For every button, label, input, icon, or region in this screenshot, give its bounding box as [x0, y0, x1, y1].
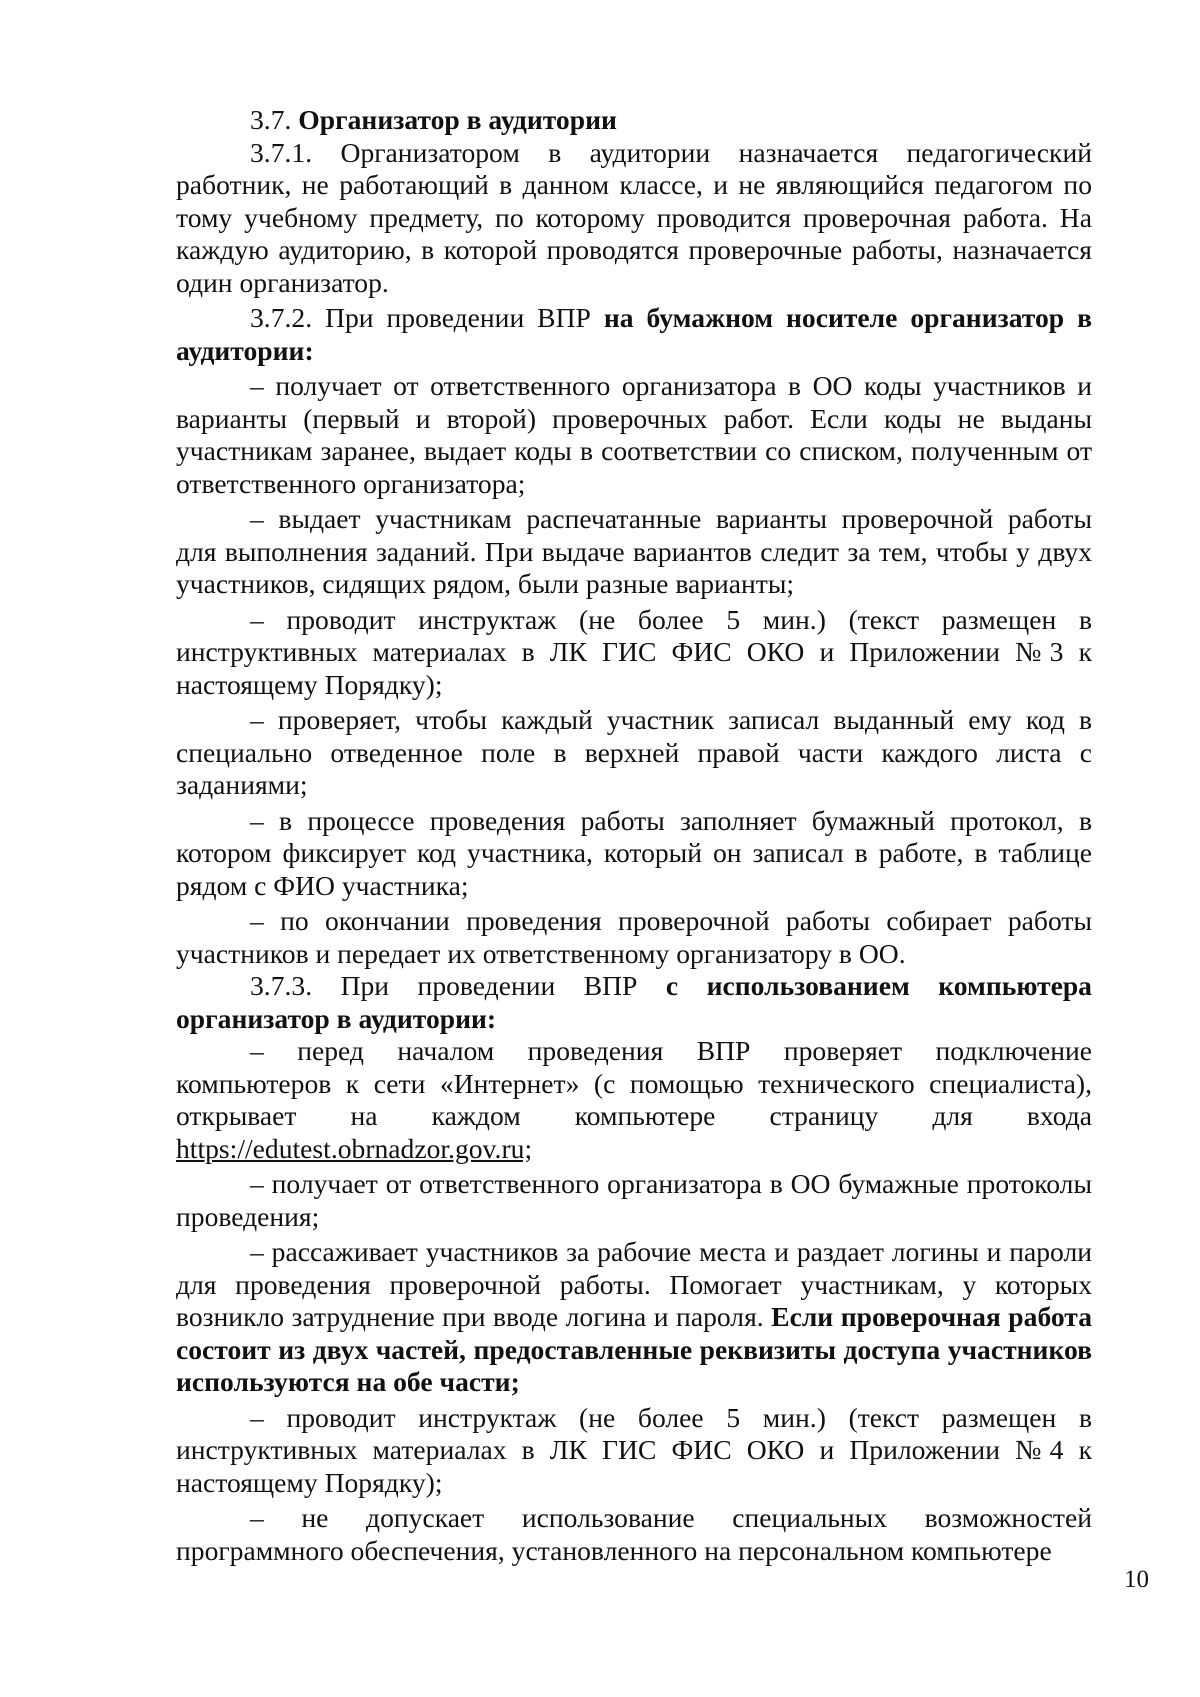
- edutest-link[interactable]: https://edutest.obrnadzor.gov.ru;: [176, 1132, 533, 1164]
- paragraph-bold: с использованием компьютера организатор в аудитории:: [176, 970, 1092, 1034]
- section-heading: [176, 104, 1092, 137]
- list-item: [176, 1035, 1092, 1165]
- list-item: – получает от ответственного организатора в ОО бумажные протоколы проведения;: [176, 1168, 1092, 1232]
- list-item-text: – рассаживает участников за рабочие места и раздает логины и пароли для проведения проверочной работы. Помогает участникам, у которых возникло затруднение при вводе логина и пароля.: [176, 1236, 1092, 1332]
- list-item: – проверяет, чтобы каждый участник записал выданный ему код в специально отведенное поле в верхней правой части каждого листа с заданиями;: [176, 704, 1092, 800]
- list-item-bold: Если проверочная работа состоит из двух частей, предоставленные реквизиты доступа участников используются на обе части;: [176, 1301, 1092, 1397]
- paragraph-number: 3.7.2.: [250, 302, 313, 333]
- list-item: – проводит инструктаж (не более 5 мин.) (текст размещен в инструктивных материалах в ЛК ГИС ФИС ОКО и Приложении №3 к настоящему Порядку);: [176, 603, 1092, 700]
- paragraph-bold: на бумажном носителе организатор в аудитории:: [176, 302, 1092, 366]
- paragraph-number: 3.7.1.: [250, 136, 313, 168]
- list-item: – выдает участникам распечатанные варианты проверочной работы для выполнения заданий. При выдаче вариантов следит за тем, чтобы у двух участников, сидящих рядом, были разные варианты;: [176, 503, 1092, 599]
- paragraph-3-7-3: [176, 970, 1092, 1035]
- list-item-text: – перед началом проведения ВПР проверяет подключение компьютеров к сети «Интернет» (с помощью технического специалиста), открывает на каждом компьютере страницу для входа: [176, 1035, 1092, 1131]
- page-number: 10: [1124, 1566, 1149, 1593]
- paragraph-text: Организатором в аудитории назначается педагогический работник, не работающий в данном классе, и не являющийся педагогом по тому учебному предмету, по которому проводится проверочная работа. На каждую аудиторию, в которой проводятся проверочные работы, назначается один организатор.: [176, 136, 1092, 298]
- list-item: – проводит инструктаж (не более 5 мин.) (текст размещен в инструктивных материалах в ЛК ГИС ФИС ОКО и Приложении №4 к настоящему Порядку);: [176, 1401, 1092, 1498]
- paragraph-lead: При проведении ВПР: [325, 302, 591, 333]
- section-number: 3.7.: [250, 104, 292, 135]
- paragraph-3-7-1: [176, 137, 1092, 300]
- list-item: – не допускает использование специальных возможностей программного обеспечения, установленного на персональном компьютере: [176, 1502, 1092, 1566]
- paragraph-lead: При проведении ВПР: [340, 970, 638, 1001]
- list-item: – по окончании проведения проверочной работы собирает работы участников и передает их ответственному организатору в ОО.: [176, 905, 1092, 969]
- list-item: – получает от ответственного организатора в ОО коды участников и варианты (первый и второй) проверочных работ. Если коды не выданы участникам заранее, выдает коды в соответствии со списком, полученным от ответственного организатора;: [176, 370, 1092, 499]
- paragraph-number: 3.7.3.: [250, 970, 313, 1001]
- section-title: Организатор в аудитории: [298, 104, 617, 135]
- document-body: [176, 104, 1092, 1567]
- list-item: [176, 1236, 1092, 1399]
- paragraph-3-7-2: [176, 302, 1092, 367]
- list-item: – в процессе проведения работы заполняет бумажный протокол, в котором фиксирует код участника, который он записал в работе, в таблице рядом с ФИО участника;: [176, 804, 1092, 901]
